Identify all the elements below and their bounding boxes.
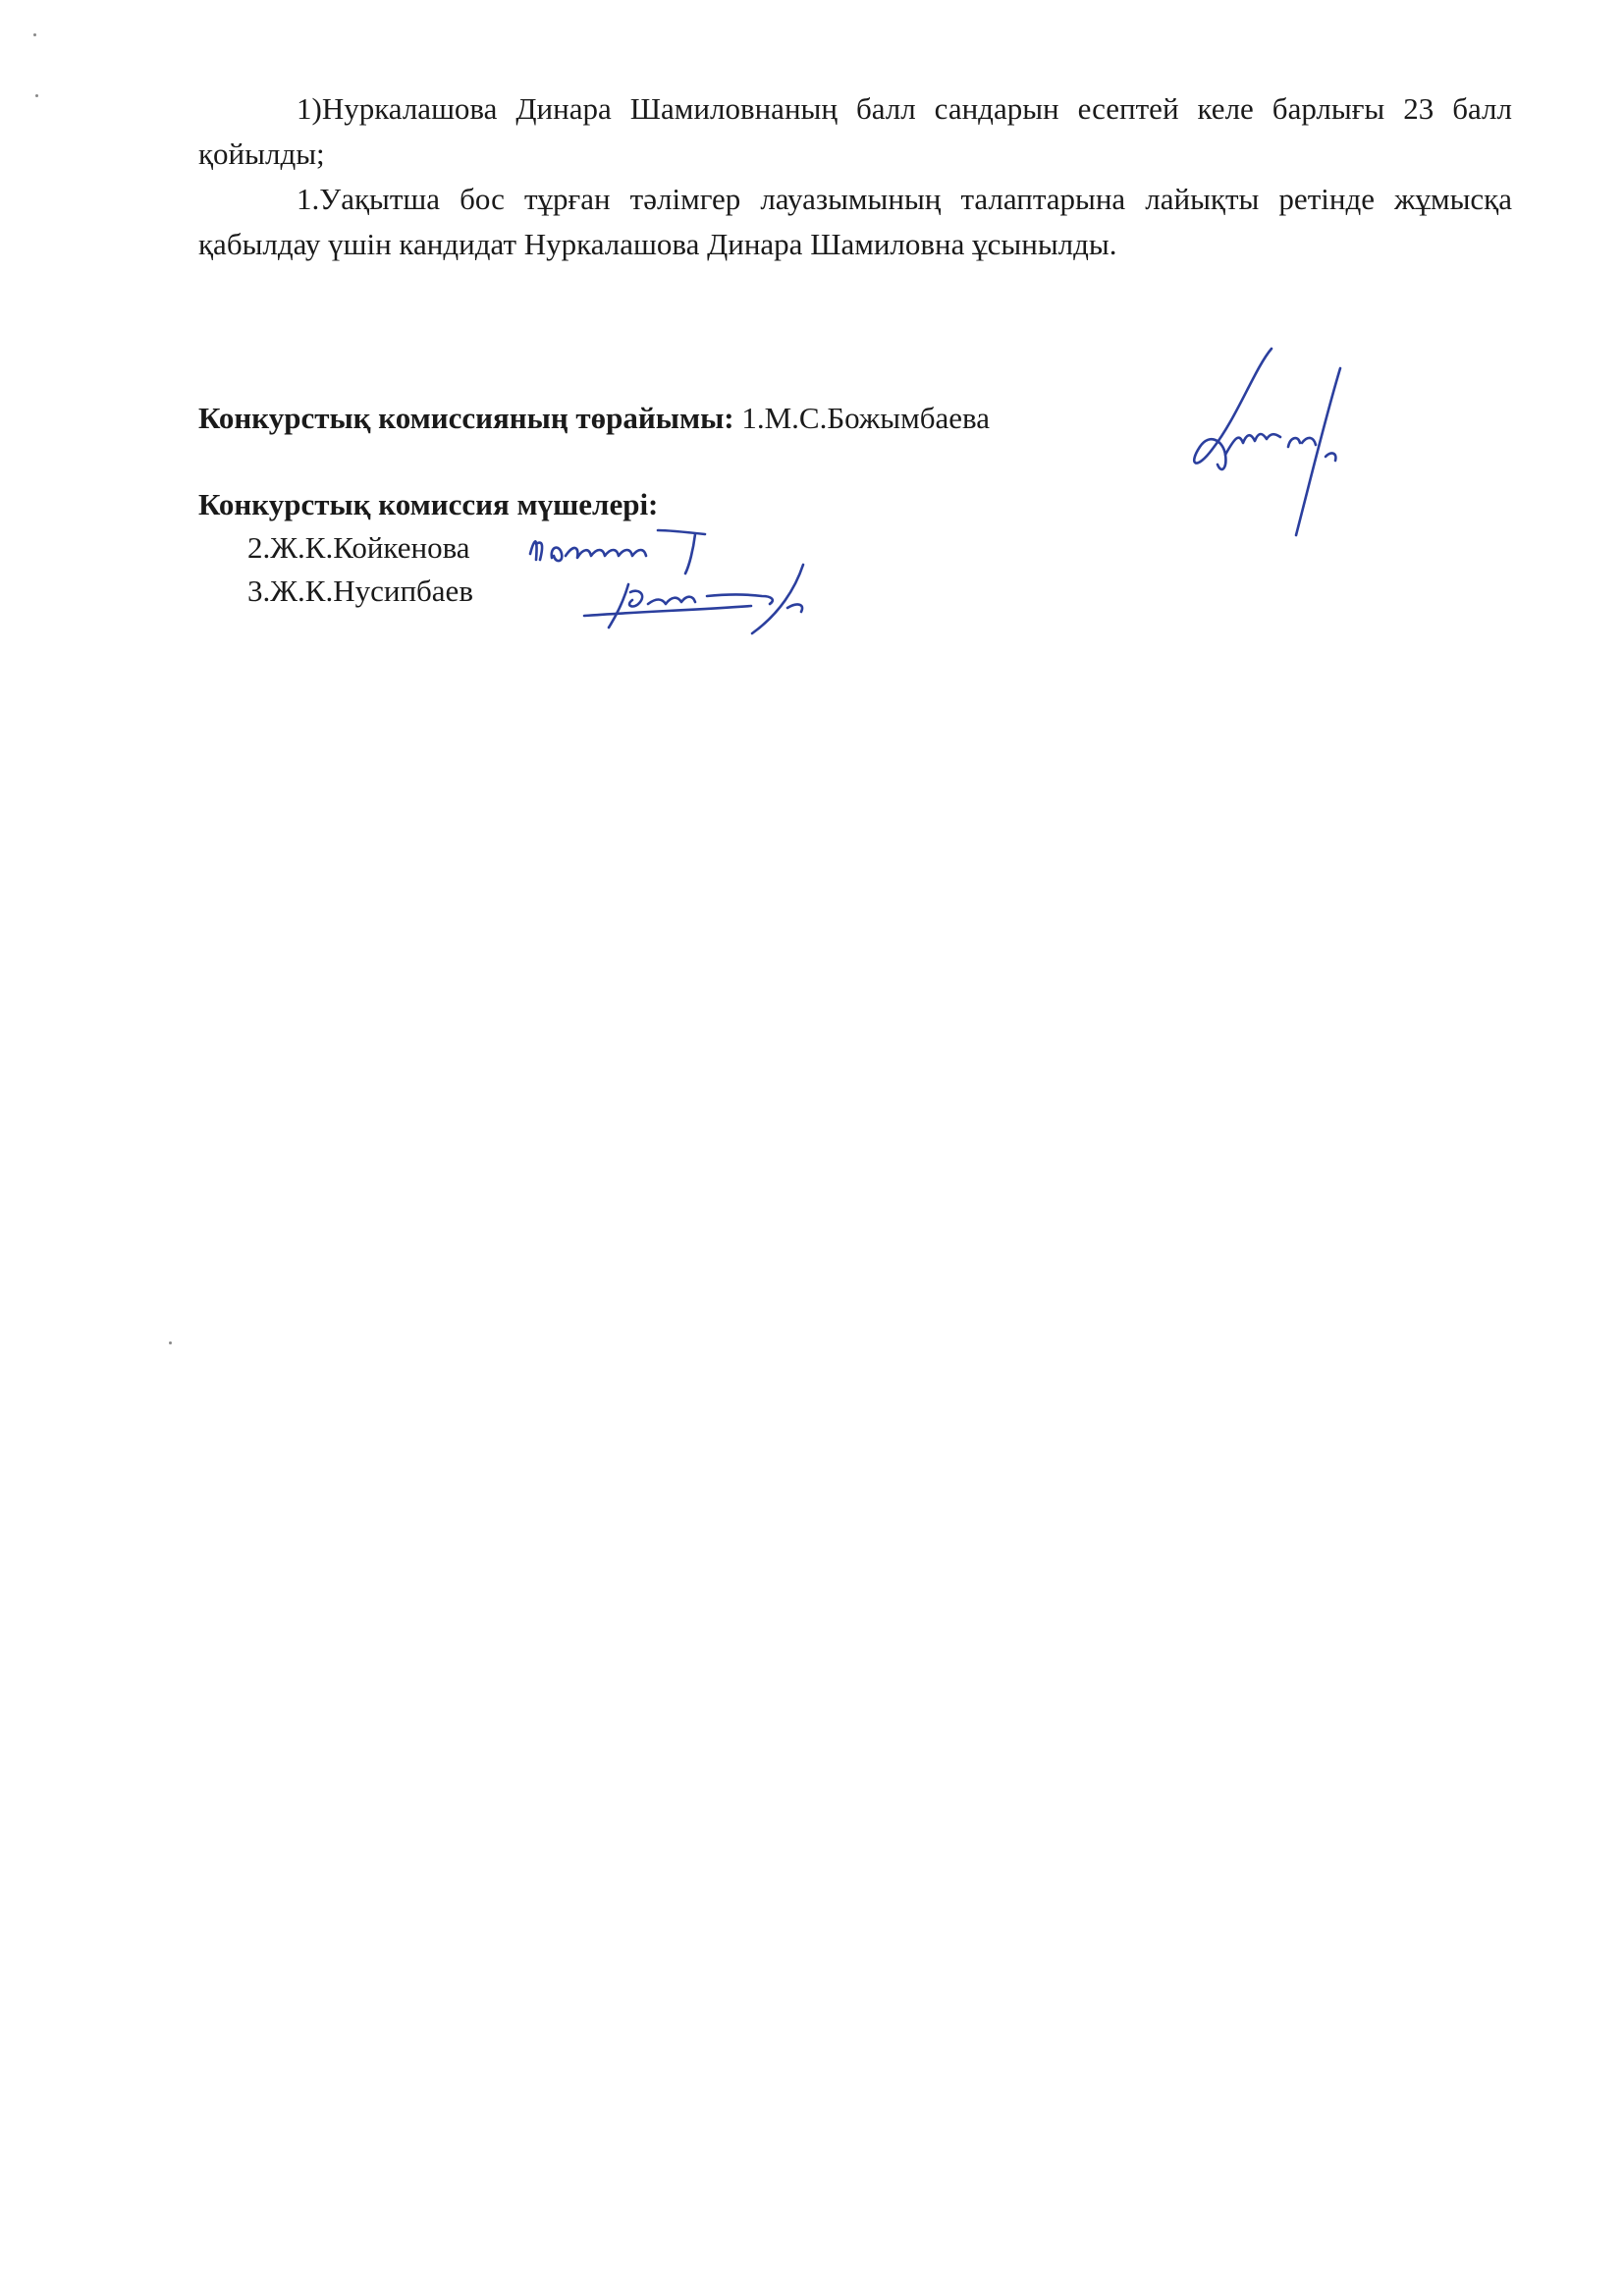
chair-name: 1.М.С.Божымбаева bbox=[741, 401, 991, 435]
scan-speck bbox=[33, 33, 36, 36]
member-name: 3.Ж.К.Нусипбаев bbox=[247, 574, 473, 608]
chair-signature bbox=[1178, 339, 1355, 540]
member-name: 2.Ж.К.Койкенова bbox=[247, 530, 470, 565]
member-signature bbox=[579, 555, 835, 638]
paragraph-recommendation: 1.Уақытша бос тұрған тәлімгер лауазымының талаптарына лайықты ретінде жұмысқа қабылдау үшін кандидат Нуркалашова Динара Шамиловна ұсынылды. bbox=[198, 182, 1512, 261]
paragraph-score: 1)Нуркалашова Динара Шамиловнаның балл сандарын есептей келе барлығы 23 балл қойылды; bbox=[198, 91, 1512, 171]
chair-label: Конкурстық комиссияның төрайымы: bbox=[198, 401, 734, 435]
members-label: Конкурстық комиссия мүшелері: bbox=[198, 487, 659, 521]
scan-speck bbox=[35, 94, 38, 97]
scan-speck bbox=[169, 1341, 172, 1344]
decision-text bbox=[198, 86, 1512, 267]
chair-line bbox=[198, 399, 990, 438]
